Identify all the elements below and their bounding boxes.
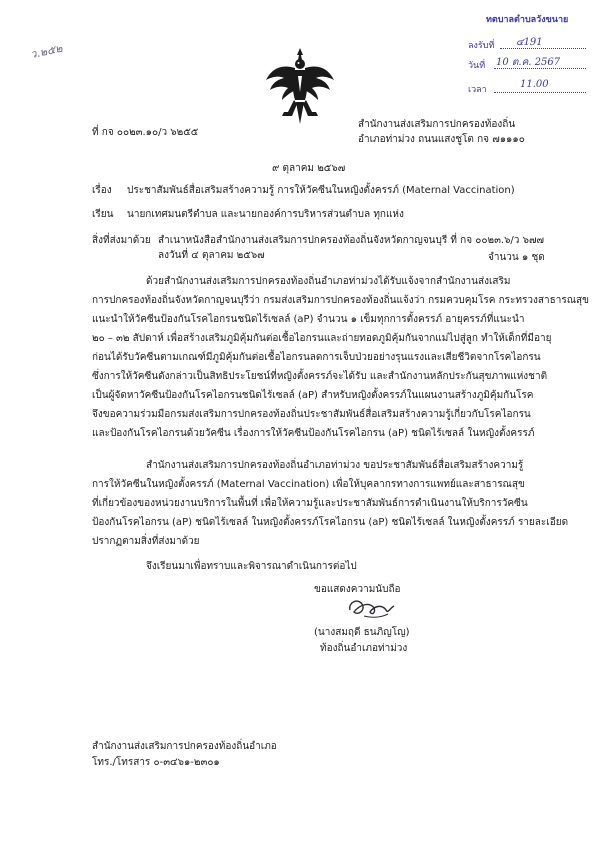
enclosure-line-1: สำเนาหนังสือสำนักงานส่งเสริมการปกครองท้องถิ่นจังหวัดกาญจนบุรี ที่ กจ ๐๐๒๓.๖/ว ๖๗๗ xyxy=(158,235,544,246)
reference-number: ที่ กจ ๐๐๒๓.๑๐/ว ๖๒๕๕ xyxy=(92,127,199,138)
stamp-time-label: เวลา xyxy=(468,85,487,95)
garuda-emblem-icon xyxy=(264,46,336,126)
paragraph-line: การให้วัคซีนในหญิงตั้งครรภ์ (Maternal Vaccination) เพื่อให้บุคลากรทางการแพทย์และสาธารณสุข xyxy=(92,479,525,490)
paragraph-line: ที่เกี่ยวข้องของหน่วยงานบริการในพื้นที่ เพื่อให้ความรู้และประชาสัมพันธ์การดำเนินงานให้บริการวัคซีน xyxy=(92,498,528,509)
paragraph-line: การปกครองท้องถิ่นจังหวัดกาญจนบุรีว่า กรมส่งเสริมการปกครองท้องถิ่นแจ้งว่า กรมควบคุมโรค กระทรวงสาธารณสุข xyxy=(92,295,589,306)
to-label: เรียน xyxy=(92,209,114,220)
to-text: นายกเทศมนตรีตำบล และนายกองค์การบริหารส่วนตำบล ทุกแห่ง xyxy=(127,209,404,220)
paragraph-line: ซึ่งการให้วัคซีนดังกล่าวเป็นสิทธิประโยชน์ที่หญิงตั้งครรภ์จะได้รับ และสำนักงานหลักประกันสุขภาพแห่งชาติ xyxy=(92,371,548,382)
subject-label: เรื่อง xyxy=(92,185,112,196)
signature-icon xyxy=(344,594,400,622)
paragraph-line: สำนักงานส่งเสริมการปกครองท้องถิ่นอำเภอท่าม่วง ขอประชาสัมพันธ์สื่อเสริมสร้างความรู้ xyxy=(146,460,524,471)
paragraph-line: และป้องกันโรคไอกรนด้วยวัคซีน เรื่องการให้วัคซีนป้องกันโรคไอกรน (aP) ชนิดไร้เซลล์ ในหญิงตั้งครรภ์ xyxy=(92,428,535,439)
sender-address-line-1: สำนักงานส่งเสริมการปกครองท้องถิ่น xyxy=(358,119,516,130)
signer-name: (นางสมฤดี ธนภิญโญ) xyxy=(314,627,410,638)
paragraph-line: จึงขอความร่วมมือกรมส่งเสริมการปกครองท้องถิ่นประชาสัมพันธ์สื่อเสริมสร้างความรู้เกี่ยวกับโรคไอกรน xyxy=(92,409,531,420)
paragraph-line: ป้องกันโรคไอกรน (aP) ชนิดไร้เซลล์ ในหญิงตั้งครรภ์โรคไอกรน (aP) ชนิดไร้เซลล์ ในหญิงตั้งครรภ์ รายละเอียด xyxy=(92,517,569,528)
receiving-stamp xyxy=(464,12,592,108)
stamp-date-label: วันที่ xyxy=(468,61,486,71)
letter-date: ๙ ตุลาคม ๒๕๖๗ xyxy=(272,163,346,174)
stamp-time-value: 11.00 xyxy=(520,79,549,90)
handwritten-note: ว.๒๕๒ xyxy=(29,41,64,62)
paragraph-line: เป็นผู้จัดหาวัคซีนป้องกันโรคไอกรนชนิดไร้เซลล์ (aP) สำหรับหญิงตั้งครรภ์ในแผนงานสร้างภูมิคุ้มกันโรค xyxy=(92,390,534,401)
enclosure-line-2: ลงวันที่ ๔ ตุลาคม ๒๕๖๗ xyxy=(158,250,265,261)
enclosure-count: จำนวน ๑ ชุด xyxy=(488,252,545,263)
paragraph-line: ปรากฏตามสิ่งที่ส่งมาด้วย xyxy=(92,536,200,547)
stamp-date-value: 10 ต.ค. 2567 xyxy=(496,57,561,68)
stamp-org: ทตบาลตำบลวังขนาย xyxy=(486,15,569,25)
paragraph-line: แนะนำให้วัคซีนป้องกันโรคไอกรนชนิดไร้เซลล์ (aP) จำนวน ๑ เข็มทุกการตั้งครรภ์ อายุครรภ์ที่แนะนำ xyxy=(92,314,525,325)
stamp-recv-value: ๔191 xyxy=(516,37,543,48)
enclosure-label: สิ่งที่ส่งมาด้วย xyxy=(92,235,151,246)
footer-office: สำนักงานส่งเสริมการปกครองท้องถิ่นอำเภอ xyxy=(92,741,277,752)
paragraph-line: ก่อนได้รับวัคซีนตามเกณฑ์มีภูมิคุ้มกันต่อเชื้อไอกรนลดการเจ็บป่วยอย่างรุนแรงและเสียชีวิตจากโรคไอกรน xyxy=(92,352,541,363)
sender-address-line-2: อำเภอท่าม่วง ถนนแสงชูโต กจ ๗๑๑๑๐ xyxy=(358,134,525,145)
stamp-recv-label: ลงรับที่ xyxy=(468,41,495,51)
closing-request: จึงเรียนมาเพื่อทราบและพิจารณาดำเนินการต่อไป xyxy=(146,561,357,572)
closing-phrase: ขอแสดงความนับถือ xyxy=(314,584,401,595)
subject-text: ประชาสัมพันธ์สื่อเสริมสร้างความรู้ การให้วัคซีนในหญิงตั้งครรภ์ (Maternal Vaccination) xyxy=(127,185,515,196)
paragraph-line: ด้วยสำนักงานส่งเสริมการปกครองท้องถิ่นอำเภอท่าม่วงได้รับแจ้งจากสำนักงานส่งเสริม xyxy=(146,276,511,287)
footer-phone: โทร./โทรสาร ๐-๓๔๖๑-๒๓๐๑ xyxy=(92,757,220,768)
signer-title: ท้องถิ่นอำเภอท่าม่วง xyxy=(320,643,408,654)
paragraph-line: ๒๐ – ๓๒ สัปดาห์ เพื่อสร้างเสริมภูมิคุ้มกันต่อเชื้อไอกรนและถ่ายทอดภูมิคุ้มกันจากแม่ไปสู่ลูก ทำให้เด็กที่มีอายุ xyxy=(92,333,552,344)
